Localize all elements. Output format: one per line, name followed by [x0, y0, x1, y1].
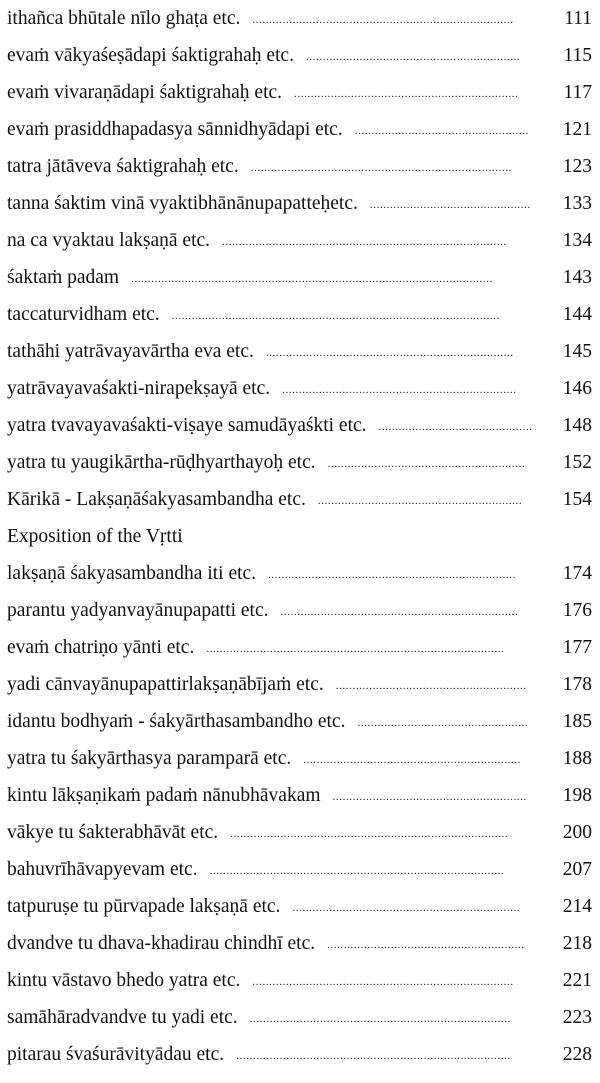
- page-number: 143: [562, 267, 592, 288]
- entry-title: evaṁ prasiddhapadasya sānnidhyādapi etc.: [7, 119, 343, 140]
- dot-leader: .................................................................: [303, 754, 521, 766]
- page-number: 174: [562, 563, 592, 584]
- page-number: 214: [562, 896, 592, 917]
- dot-leader: ......................................................................: [282, 384, 517, 396]
- dot-leader: ................................................................: [305, 51, 521, 63]
- table-of-contents: [7, 0, 597, 1073]
- dot-leader: .....................................................................................: [222, 236, 507, 248]
- entry-title: na ca vyaktau lakṣaṇā etc.: [7, 230, 211, 251]
- dot-leader: ..........................................................................: [265, 347, 514, 359]
- toc-entry: [7, 962, 597, 999]
- page-number: 145: [562, 341, 592, 362]
- dot-leader: ..........................................................: [332, 791, 527, 803]
- page-number: 177: [562, 637, 592, 658]
- toc-entry: [7, 444, 597, 481]
- dot-leader: ..................................................................................................: [171, 310, 500, 322]
- page-number: 134: [562, 230, 592, 251]
- toc-entry: [7, 999, 597, 1036]
- entry-title: kintu lākṣaṇikaṁ padaṁ nānubhāvakam: [7, 785, 321, 806]
- page-number: 115: [563, 45, 592, 66]
- toc-entry: [7, 703, 597, 740]
- entry-title: kintu vāstavo bhedo yatra etc.: [7, 970, 241, 991]
- entry-title: dvandve tu dhava-khadirau chindhī etc.: [7, 933, 316, 954]
- toc-entry: [7, 185, 597, 222]
- entry-title: tathāhi yatrāvayavārtha eva etc.: [7, 341, 254, 362]
- toc-entry: [7, 111, 597, 148]
- dot-leader: .......................................................................: [280, 606, 519, 618]
- entry-title: yatra tvavayavaśakti-viṣaye samudāyaśkti etc.: [7, 415, 367, 436]
- entry-title: yatra tu śakyārthasya paramparā etc.: [7, 748, 292, 769]
- toc-entry: [7, 629, 597, 666]
- page-number: 146: [562, 378, 592, 399]
- page-number: 218: [562, 933, 592, 954]
- toc-entry: [7, 740, 597, 777]
- page-number: 188: [562, 748, 592, 769]
- entry-title: evaṁ chatriṇo yānti etc.: [7, 637, 195, 658]
- page-number: 221: [562, 970, 592, 991]
- toc-entry: [7, 259, 597, 296]
- dot-leader: .........................................................: [335, 680, 527, 692]
- entry-title: tatpuruṣe tu pūrvapade lakṣaṇā etc.: [7, 896, 281, 917]
- dot-leader: ..........................................................................: [268, 569, 516, 581]
- toc-entry: [7, 925, 597, 962]
- entry-title: vākye tu śakterabhāvāt etc.: [7, 822, 219, 843]
- page-number: 223: [562, 1007, 592, 1028]
- entry-title: evaṁ vivaraṇādapi śaktigrahaḥ etc.: [7, 82, 283, 103]
- entry-title: samāhāradvandve tu yadi etc.: [7, 1007, 238, 1028]
- dot-leader: ..............................................................................: [252, 14, 514, 26]
- entry-title: tanna śaktim vinā vyaktibhānānupapatteḥetc.: [7, 193, 358, 214]
- toc-entry: [7, 333, 597, 370]
- toc-entry: [7, 777, 597, 814]
- entry-title: parantu yadyanvayānupapatti etc.: [7, 600, 269, 621]
- entry-title: tatra jātāveva śaktigrahaḥ etc.: [7, 156, 239, 177]
- dot-leader: ...................................................................................: [230, 828, 509, 840]
- entry-title: evaṁ vākyaśeṣādapi śaktigrahaḥ etc.: [7, 45, 294, 66]
- toc-entry: [7, 592, 597, 629]
- page-number: 133: [562, 193, 592, 214]
- dot-leader: ....................................................: [354, 125, 529, 137]
- dot-leader: ..................................................................................: [236, 1050, 511, 1062]
- section-heading: [7, 518, 597, 555]
- toc-entry: [7, 888, 597, 925]
- toc-entry: [7, 851, 597, 888]
- dot-leader: .............................................................: [317, 495, 523, 507]
- dot-leader: ........................................................................................: [209, 865, 505, 877]
- dot-leader: .........................................................................................: [206, 643, 505, 655]
- toc-entry: [7, 37, 597, 74]
- toc-entry: [7, 296, 597, 333]
- toc-entry: [7, 481, 597, 518]
- entry-title: pitarau śvaśurāvityādau etc.: [7, 1044, 225, 1065]
- page-number: 228: [562, 1044, 592, 1065]
- toc-entry: [7, 370, 597, 407]
- toc-entry: [7, 222, 597, 259]
- toc-entry: [7, 407, 597, 444]
- dot-leader: ..............................................................................: [250, 162, 513, 174]
- page-number: 148: [562, 415, 592, 436]
- toc-entry: [7, 74, 597, 111]
- page-number: 121: [562, 119, 592, 140]
- entry-title: yadi cānvayānupapattirlakṣaṇābījaṁ etc.: [7, 674, 324, 695]
- page-number: 111: [564, 8, 592, 29]
- entry-title: bahuvrīhāvapyevam etc.: [7, 859, 198, 880]
- page-number: 144: [562, 304, 592, 325]
- dot-leader: ............................................................................................................: [131, 273, 493, 285]
- toc-entry: [7, 148, 597, 185]
- page-number: 185: [562, 711, 592, 732]
- page-number: 117: [563, 82, 592, 103]
- page-number: 152: [562, 452, 592, 473]
- page-number: 123: [562, 156, 592, 177]
- entry-title: Kārikā - Lakṣaṇāśakyasambandha etc.: [7, 489, 306, 510]
- page-number: 207: [562, 859, 592, 880]
- page-number: 176: [562, 600, 592, 621]
- page-number: 178: [562, 674, 592, 695]
- dot-leader: ...................................................................: [294, 88, 519, 100]
- page-number: 154: [562, 489, 592, 510]
- entry-title: ithañca bhūtale nīlo ghaṭa etc.: [7, 8, 241, 29]
- toc-entry: [7, 0, 597, 37]
- page-number: 198: [562, 785, 592, 806]
- dot-leader: ..............................................................................: [252, 976, 514, 988]
- entry-title: yatrāvayavaśakti-nirapekṣayā etc.: [7, 378, 271, 399]
- section-heading-text: Exposition of the Vṛtti: [7, 526, 183, 547]
- page-number: 200: [562, 822, 592, 843]
- entry-title: yatra tu yaugikārtha-rūḍhyarthayoḥ etc.: [7, 452, 316, 473]
- dot-leader: ...........................................................: [327, 458, 526, 470]
- toc-entry: [7, 666, 597, 703]
- toc-entry: [7, 555, 597, 592]
- toc-entry: [7, 814, 597, 851]
- dot-leader: ...................................................: [357, 717, 529, 729]
- entry-title: śaktaṁ padam: [7, 267, 120, 288]
- entry-title: taccaturvidham etc.: [7, 304, 160, 325]
- entry-title: idantu bodhyaṁ - śakyārthasambandho etc.: [7, 711, 346, 732]
- dot-leader: ................................................: [369, 199, 531, 211]
- entry-title: lakṣaṇā śakyasambandha iti etc.: [7, 563, 257, 584]
- toc-entry: [7, 1036, 597, 1073]
- dot-leader: ..............................................: [378, 421, 533, 433]
- dot-leader: ..............................................................................: [249, 1013, 511, 1025]
- dot-leader: ....................................................................: [292, 902, 521, 914]
- dot-leader: ...........................................................: [327, 939, 525, 951]
